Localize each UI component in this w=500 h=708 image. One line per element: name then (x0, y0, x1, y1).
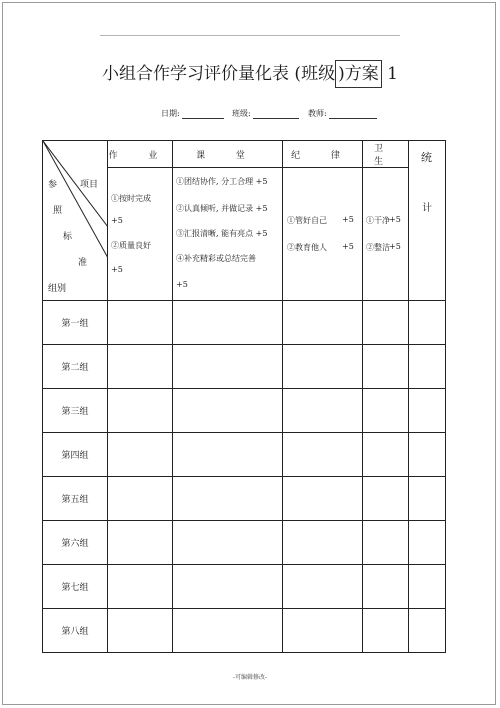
evaluation-table (42, 140, 446, 653)
criteria-text: ①干净 (366, 216, 390, 225)
top-rule (100, 35, 400, 36)
group-label: 第四组 (43, 433, 108, 477)
diag-label-can: 参 (48, 180, 58, 190)
score-cell[interactable] (363, 301, 409, 345)
criteria-text: ①按时完成 (111, 194, 151, 203)
tongji-cell (409, 141, 446, 301)
criteria-score: +5 (176, 280, 188, 289)
score-cell[interactable] (283, 609, 363, 653)
criteria-weisheng (363, 168, 409, 301)
criteria-zuoye (108, 168, 173, 301)
class-label: 班级: (232, 109, 251, 118)
score-cell[interactable] (173, 477, 283, 521)
table-row-group-4 (43, 433, 446, 477)
criteria-score: +5 (342, 215, 354, 224)
group-label: 第七组 (43, 565, 108, 609)
table-row-group-5 (43, 477, 446, 521)
class-blank[interactable] (253, 109, 299, 119)
score-cell[interactable] (173, 521, 283, 565)
score-cell[interactable] (108, 521, 173, 565)
group-label: 第一组 (43, 301, 108, 345)
header-zuoye: 作 业 (108, 141, 173, 168)
score-cell[interactable] (108, 565, 173, 609)
criteria-score: +5 (389, 215, 401, 224)
score-cell[interactable] (363, 389, 409, 433)
date-field (161, 108, 224, 119)
score-cell[interactable] (409, 609, 446, 653)
date-blank[interactable] (182, 109, 224, 119)
criteria-text: ③汇报清晰, 能有亮点 +5 (176, 229, 268, 238)
table-row-group-3 (43, 389, 446, 433)
criteria-score: +5 (342, 242, 354, 251)
score-cell[interactable] (363, 521, 409, 565)
criteria-ketang (173, 168, 283, 301)
score-cell[interactable] (363, 477, 409, 521)
score-cell[interactable] (173, 345, 283, 389)
score-cell[interactable] (363, 565, 409, 609)
title-main: 小组合作学习评价量化表 (班级 (102, 64, 336, 84)
header-jilv: 纪 律 (283, 141, 363, 168)
score-cell[interactable] (173, 301, 283, 345)
table-row-group-2 (43, 345, 446, 389)
diagonal-lines (43, 141, 108, 300)
group-label: 第三组 (43, 389, 108, 433)
score-cell[interactable] (283, 301, 363, 345)
score-cell[interactable] (409, 433, 446, 477)
criteria-text: ②认真倾听, 并做记录 +5 (176, 204, 268, 213)
criteria-jilv (283, 168, 363, 301)
score-cell[interactable] (363, 609, 409, 653)
criteria-text: ①管好自己 (287, 216, 327, 225)
score-cell[interactable] (283, 389, 363, 433)
title-boxed-segment: )方案 (335, 60, 382, 88)
criteria-score: +5 (389, 242, 401, 251)
diag-label-xiangmu: 项目 (80, 180, 99, 190)
score-cell[interactable] (363, 345, 409, 389)
table-row-group-8 (43, 609, 446, 653)
criteria-score: +5 (111, 216, 123, 225)
table-row-group-1 (43, 301, 446, 345)
group-label: 第八组 (43, 609, 108, 653)
criteria-text: ④补充精彩或总结完善 (176, 254, 256, 263)
header-ketang: 课 堂 (173, 141, 283, 168)
criteria-text: ②质量良好 (111, 241, 151, 250)
score-cell[interactable] (108, 301, 173, 345)
teacher-field (308, 108, 377, 119)
score-cell[interactable] (108, 477, 173, 521)
score-cell[interactable] (173, 609, 283, 653)
score-cell[interactable] (283, 565, 363, 609)
score-cell[interactable] (108, 433, 173, 477)
group-label: 第二组 (43, 345, 108, 389)
score-cell[interactable] (409, 477, 446, 521)
header-tongji: 统 (421, 151, 432, 164)
score-cell[interactable] (409, 521, 446, 565)
score-cell[interactable] (409, 345, 446, 389)
diagonal-header-cell (43, 141, 108, 301)
document-title (0, 59, 500, 88)
group-label: 第六组 (43, 521, 108, 565)
score-cell[interactable] (173, 433, 283, 477)
diag-label-zhao: 照 (53, 206, 63, 216)
criteria-text: ①团结协作, 分工合理 +5 (176, 177, 268, 186)
footer-note: -可编辑修改- (232, 674, 268, 681)
score-cell[interactable] (283, 345, 363, 389)
date-label: 日期: (161, 109, 180, 118)
score-cell[interactable] (108, 609, 173, 653)
score-cell[interactable] (283, 433, 363, 477)
score-cell[interactable] (173, 389, 283, 433)
teacher-blank[interactable] (329, 109, 377, 119)
criteria-score: +5 (111, 265, 123, 274)
score-cell[interactable] (283, 521, 363, 565)
score-cell[interactable] (363, 433, 409, 477)
table-row-group-7 (43, 565, 446, 609)
diag-label-biao: 标 (63, 232, 73, 242)
title-suffix: 1 (387, 64, 398, 84)
score-cell[interactable] (108, 345, 173, 389)
score-cell[interactable] (173, 565, 283, 609)
group-label: 第五组 (43, 477, 108, 521)
score-cell[interactable] (409, 565, 446, 609)
criteria-text: ②教育他人 (287, 243, 327, 252)
score-cell[interactable] (283, 477, 363, 521)
score-cell[interactable] (108, 389, 173, 433)
diag-label-zhun: 准 (78, 258, 88, 268)
score-cell[interactable] (409, 389, 446, 433)
criteria-text: ②整洁 (366, 243, 390, 252)
header-weisheng: 卫 生 (363, 141, 409, 168)
table-row-group-6 (43, 521, 446, 565)
diag-label-zubie: 组别 (48, 284, 67, 294)
class-field (232, 108, 299, 119)
score-cell[interactable] (409, 301, 446, 345)
teacher-label: 教师: (308, 109, 327, 118)
tongji-ji: 计 (422, 203, 432, 214)
